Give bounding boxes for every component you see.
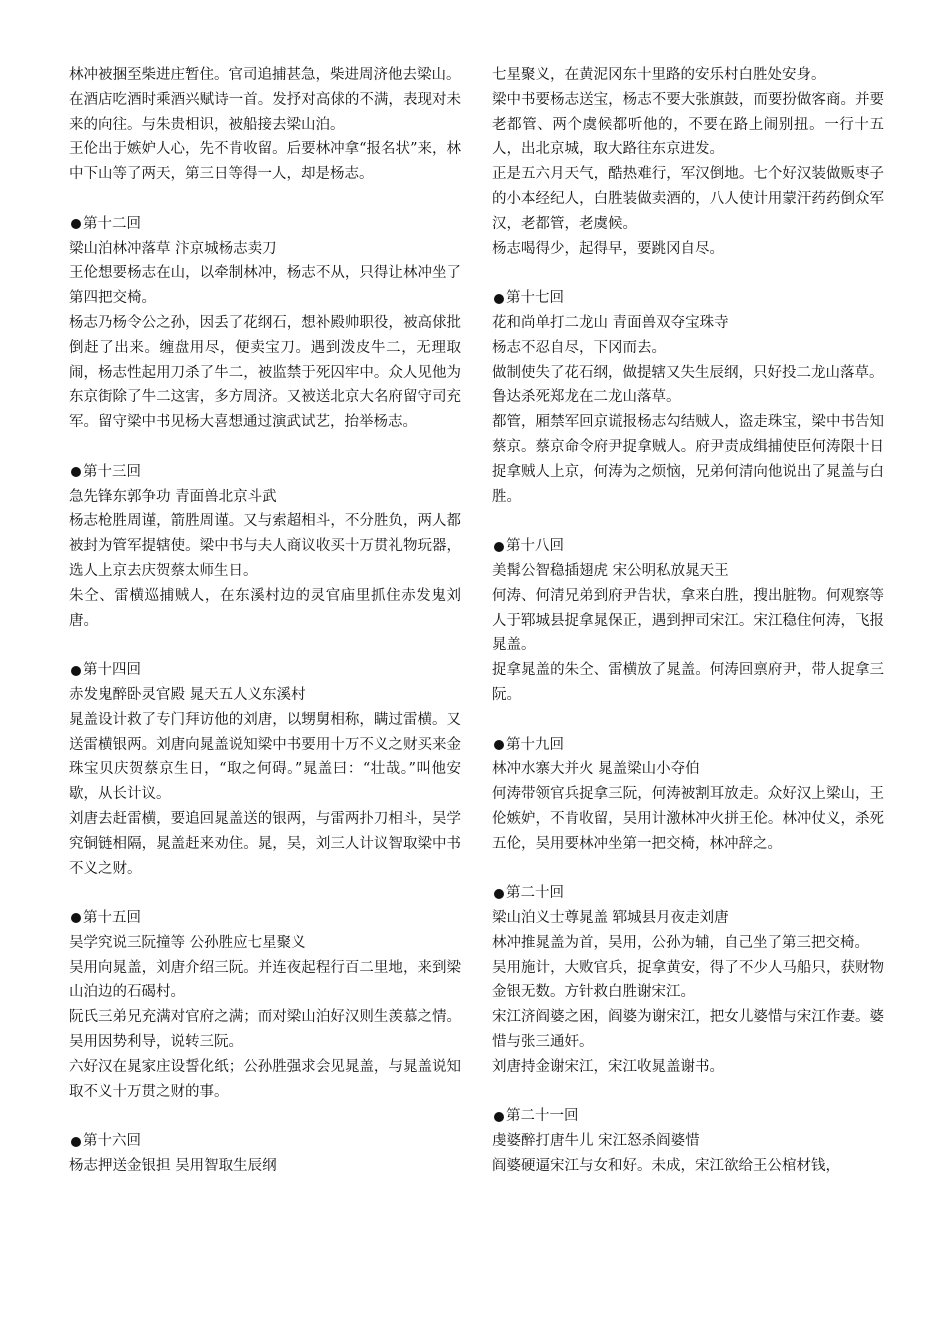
paragraph: 鲁达杀死郑龙在二龙山落草。 (492, 389, 681, 406)
paragraph: 都管，厢禁军回京谎报杨志勾结贼人，盗走珠宝，梁中书告知蔡京。蔡京命令府尹捉拿贼人。府尹责成缉捕使臣何涛限十日捉拿贼人上京，何涛为之烦恼，兄弟何清向他说出了晁盖与白胜。 (492, 414, 884, 505)
chapter-title: 梁山泊林冲落草 汴京城杨志卖刀 (69, 240, 277, 257)
paragraph: 刘唐持金谢宋江，宋江收晁盖谢书。 (492, 1058, 724, 1075)
paragraph: 吴用施计，大败官兵，捉拿黄安，得了不少人马船只，获财物金银无数。方针救白胜谢宋江。 (492, 959, 884, 1001)
paragraph: 阎婆硬逼宋江与女和好。未成，宋江欲给王公棺材钱， (492, 1158, 840, 1175)
paragraph: 做制使失了花石纲，做提辖又失生辰纲，只好投二龙山落草。 (492, 364, 884, 381)
chapter-title: 林冲水寨大并火 晁盖梁山小夺伯 (492, 761, 700, 778)
paragraph: 杨志乃杨令公之孙，因丢了花纲石，想补殿帅职役，被高俅批倒赶了出来。缠盘用尽，便卖宝刀。遇到泼皮牛二，无理取闹，杨志性起用刀杀了牛二，被监禁于死囚牢中。众人见他为东京街除了牛二这害，多方周济。又被送北京大名府留守司充军。留守梁中书见杨大喜想通过演武试艺，抬举杨志。 (69, 314, 461, 431)
spacer (492, 509, 884, 534)
chapter-number: 第十三回 (83, 463, 141, 480)
chapter-heading (492, 881, 884, 906)
chapter-heading (69, 212, 461, 237)
bullet-icon (71, 219, 81, 229)
chapter-number: 第十七回 (506, 290, 564, 307)
chapter-number: 第十二回 (83, 215, 141, 232)
paragraph: 王伦出于嫉妒人心，先不肯收留。后要林冲拿“报名状”来，林中下山等了两天，第三日等得一人，却是杨志。 (69, 141, 461, 183)
chapter-title: 花和尚单打二龙山 青面兽双夺宝珠寺 (492, 314, 729, 331)
chapter-heading (492, 534, 884, 559)
paragraph: 林冲推晁盖为首，吴用，公孙为辅，自己坐了第三把交椅。 (492, 934, 869, 951)
left-column (69, 63, 461, 1179)
chapter-heading (69, 906, 461, 931)
paragraph: 六好汉在晁家庄设誓化纸；公孙胜强求会见晁盖，与晁盖说知取不义十万贯之财的事。 (69, 1058, 461, 1100)
paragraph: 七星聚义，在黄泥冈东十里路的安乐村白胜处安身。 (492, 67, 826, 83)
spacer (69, 435, 461, 460)
paragraph: 王伦想要杨志在山，以牵制林冲，杨志不从，只得让林冲坐了第四把交椅。 (69, 265, 461, 307)
paragraph: 朱仝、雷横巡捕贼人，在东溪村边的灵官庙里抓住赤发鬼刘唐。 (69, 587, 461, 629)
spacer (492, 1080, 884, 1105)
chapter-heading (69, 658, 461, 683)
paragraph: 宋江济阎婆之困，阎婆为谢宋江，把女儿婆惜与宋江作妻。婆惜与张三通奸。 (492, 1009, 884, 1051)
paragraph: 何涛带领官兵捉拿三阮，何涛被割耳放走。众好汉上梁山，王伦嫉妒，不肯收留，吴用计激林冲火拼王伦。林冲仗义，杀死五伦，吴用要林冲坐第一把交椅，林冲辞之。 (492, 786, 884, 852)
chapter-heading (492, 286, 884, 311)
bullet-icon (494, 542, 504, 552)
paragraph: 在酒店吃酒时乘酒兴赋诗一首。发抒对高俅的不满，表现对未来的向往。与朱贵相识，被船接去梁山泊。 (69, 91, 461, 133)
bullet-icon (71, 666, 81, 676)
spacer (492, 261, 884, 286)
spacer (492, 708, 884, 733)
bullet-icon (71, 467, 81, 477)
chapter-heading (492, 733, 884, 758)
paragraph: 晁盖设计救了专门拜访他的刘唐，以甥舅相称，瞒过雷横。又送雷横银两。刘唐向晁盖说知梁中书要用十万不义之财买来金珠宝贝庆贺蔡京生日，“取之何碍。”晁盖曰：“壮哉。”叫他安歇，从长计议。 (69, 711, 461, 803)
right-column (492, 63, 884, 1179)
paragraph: 阮氏三弟兄充满对官府之满；而对梁山泊好汉则生羡慕之情。吴用因势利导，说转三阮。 (69, 1009, 461, 1051)
bullet-icon (494, 889, 504, 899)
chapter-heading (492, 1104, 884, 1129)
chapter-number: 第二十一回 (506, 1108, 579, 1125)
paragraph: 杨志枪胜周谨，箭胜周谨。又与索超相斗，不分胜负，两人都被封为管军提辖使。梁中书与夫人商议收买十万贯礼物玩器，选人上京去庆贺蔡太师生日。 (69, 513, 461, 579)
paragraph: 捉拿晁盖的朱仝、雷横放了晁盖。何涛回禀府尹，带人捉拿三阮。 (492, 662, 884, 703)
bullet-icon (494, 1112, 504, 1122)
paragraph: 吴用向晁盖，刘唐介绍三阮。并连夜起程行百二里地，来到梁山泊边的石碣村。 (69, 959, 461, 1001)
spacer (69, 881, 461, 906)
chapter-title: 杨志押送金银担 吴用智取生辰纲 (69, 1158, 277, 1175)
paragraph: 林冲被捆至柴进庄暂住。官司追捕甚急，柴进周济他去梁山。 (69, 67, 461, 83)
chapter-title: 梁山泊义士尊晁盖 郓城县月夜走刘唐 (492, 910, 729, 927)
paragraph: 何涛、何清兄弟到府尹告状，拿来白胜，搜出脏物。何观察等人于郓城县捉拿晁保正，遇到押司宋江。宋江稳住何涛，飞报晁盖。 (492, 587, 884, 654)
chapter-number: 第十五回 (83, 910, 141, 927)
chapter-number: 第十九回 (506, 736, 564, 753)
paragraph: 杨志不忍自尽，下冈而去。 (492, 339, 666, 356)
paragraph: 杨志喝得少，起得早，要跳冈自尽。 (492, 240, 724, 257)
paragraph: 梁中书要杨志送宝，杨志不要大张旗鼓，而要扮做客商。并要老都管、两个虞候都听他的，不要在路上闹别扭。一行十五人，出北京城，取大路往东京进发。 (492, 91, 884, 158)
chapter-heading (69, 1129, 461, 1154)
chapter-title: 吴学究说三阮撞等 公孙胜应七星聚义 (69, 934, 306, 951)
bullet-icon (71, 913, 81, 923)
paragraph: 正是五六月天气，酷热难行，军汉倒地。七个好汉装做贩枣子的小本经纪人，白胜装做卖酒的，八人使计用蒙汗药药倒众军汉，老都管，老虞候。 (492, 166, 884, 232)
bullet-icon (494, 294, 504, 304)
bullet-icon (494, 740, 504, 750)
chapter-title: 赤发鬼醉卧灵官殿 晁天五人义东溪村 (69, 686, 306, 703)
chapter-title: 虔婆醉打唐牛儿 宋江怒杀阎婆惜 (492, 1133, 700, 1150)
spacer (69, 1104, 461, 1129)
chapter-heading (69, 460, 461, 485)
spacer (492, 857, 884, 882)
spacer (69, 187, 461, 212)
bullet-icon (71, 1137, 81, 1147)
paragraph: 刘唐去赶雷横，要追回晁盖送的银两，与雷两扑刀相斗，吴学究铜链相隔，晁盖赶来劝住。晁，吴，刘三人计议智取梁中书不义之财。 (69, 810, 461, 877)
chapter-number: 第十八回 (506, 538, 564, 555)
chapter-number: 第十六回 (83, 1133, 141, 1150)
chapter-title: 美髯公智稳插翅虎 宋公明私放晁天王 (492, 562, 729, 579)
chapter-number: 第二十回 (506, 885, 564, 902)
chapter-number: 第十四回 (83, 662, 141, 679)
chapter-title: 急先锋东郭争功 青面兽北京斗武 (69, 488, 277, 505)
spacer (69, 633, 461, 658)
